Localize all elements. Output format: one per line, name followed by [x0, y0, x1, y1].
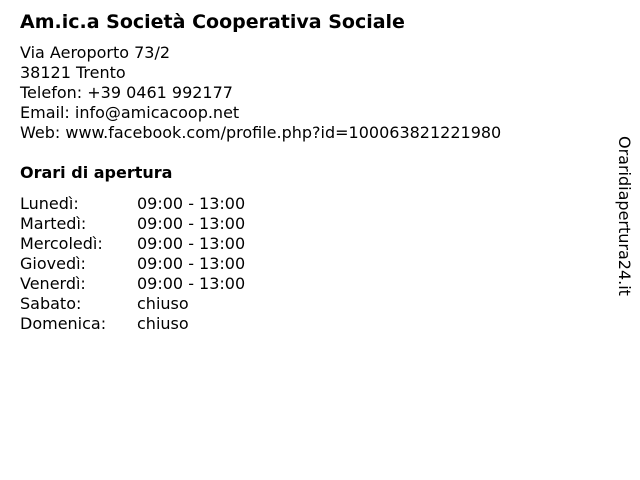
day-label: Giovedì:: [20, 254, 86, 273]
hours-row-wednesday: [20, 234, 245, 254]
address-city: 38121 Trento: [20, 63, 126, 82]
day-hours: chiuso: [137, 294, 189, 313]
opening-hours-title: Orari di apertura: [20, 163, 173, 182]
hours-row-thursday: [20, 254, 245, 274]
hours-row-friday: [20, 274, 245, 294]
contact-info: [20, 43, 501, 143]
day-hours: 09:00 - 13:00: [137, 274, 246, 293]
website: Web: www.facebook.com/profile.php?id=100063821221980: [20, 123, 502, 142]
address-street: Via Aeroporto 73/2: [20, 43, 171, 62]
day-hours: 09:00 - 13:00: [137, 234, 246, 253]
site-watermark: [612, 136, 636, 310]
hours-row-monday: [20, 194, 245, 214]
phone-number: Telefon: +39 0461 992177: [20, 83, 233, 102]
email-address: Email: info@amicacoop.net: [20, 103, 240, 122]
hours-row-tuesday: [20, 214, 245, 234]
day-hours: 09:00 - 13:00: [137, 214, 246, 233]
day-hours: chiuso: [137, 314, 189, 333]
day-label: Martedì:: [20, 214, 87, 233]
hours-row-sunday: [20, 314, 245, 334]
day-hours: 09:00 - 13:00: [137, 254, 246, 273]
day-label: Venerdì:: [20, 274, 86, 293]
hours-row-saturday: [20, 294, 245, 314]
day-label: Sabato:: [20, 294, 82, 313]
day-hours: 09:00 - 13:00: [137, 194, 246, 213]
day-label: Lunedì:: [20, 194, 79, 213]
business-name: Am.ic.a Società Cooperativa Sociale: [20, 11, 405, 33]
opening-hours-list: [20, 194, 245, 334]
day-label: Domenica:: [20, 314, 107, 333]
watermark-text: Oraridiapertura24.it: [615, 136, 634, 296]
day-label: Mercoledì:: [20, 234, 103, 253]
